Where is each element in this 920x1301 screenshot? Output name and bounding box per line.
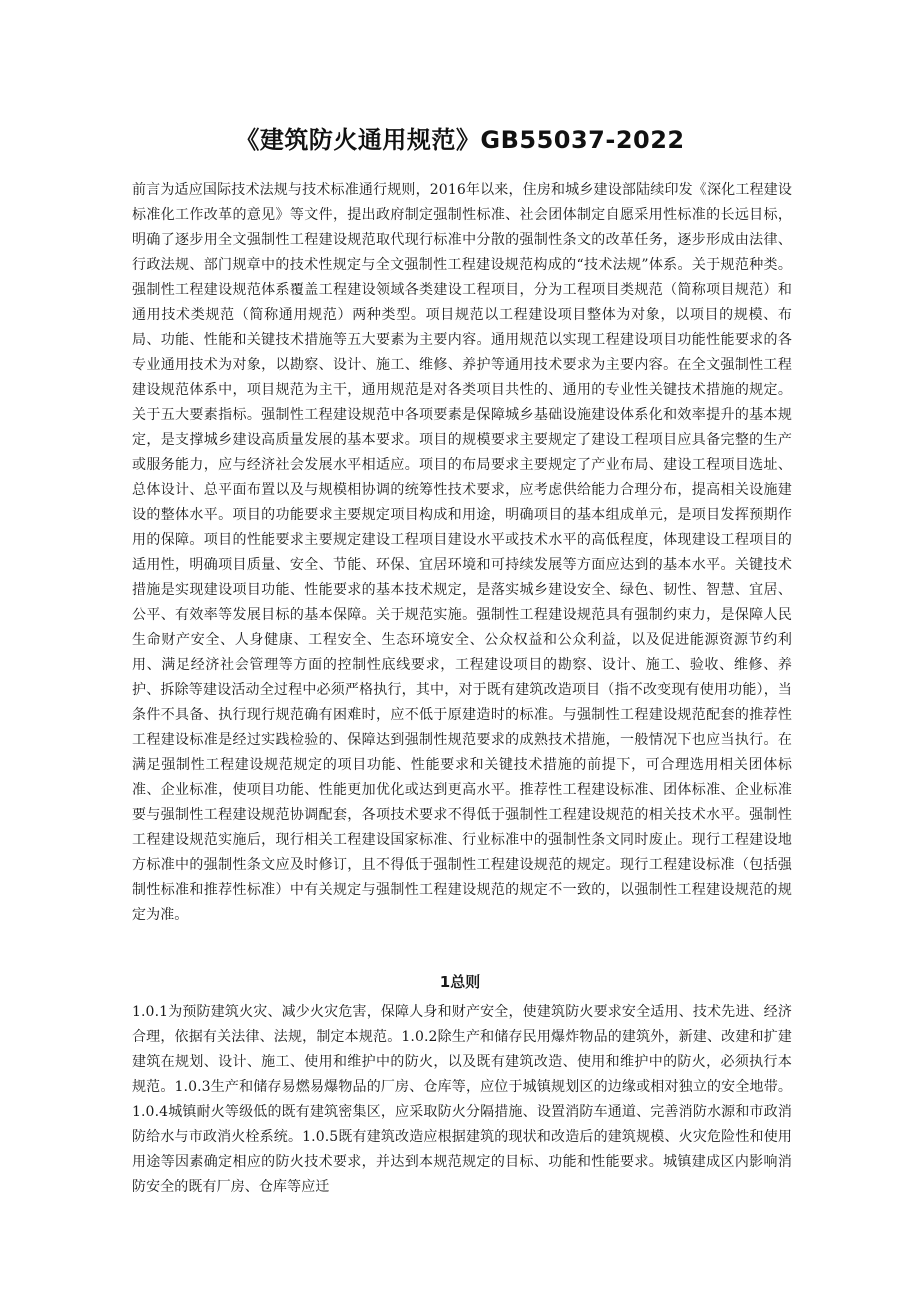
section-body-general-provisions: 1.0.1为预防建筑火灾、减少火灾危害，保障人身和财产安全，使建筑防火要求安全适用、技术先进、经济合理，依据有关法律、法规，制定本规范。1.0.2除生产和储存民用爆炸物品的建筑外，新建、改建和扩建建筑在规划、设计、施工、使用和维护中的防火，以及既有建筑改造、使用和维护中的防火，必须执行本规范。1.0.3生产和储存易燃易爆物品的厂房、仓库等，应位于城镇规划区的边缘或相对独立的安全地带。1.0.4城镇耐火等级低的既有建筑密集区，应采取防火分隔措施、设置消防车通道、完善消防水源和市政消防给水与市政消火栓系统。1.0.5既有建筑改造应根据建筑的现状和改造后的建筑规模、火灾危险性和使用用途等因素确定相应的防火技术要求，并达到本规范规定的目标、功能和性能要求。城镇建成区内影响消防安全的既有厂房、仓库等应迁 bbox=[132, 1004, 792, 1195]
document-title: 《建筑防火通用规范》GB55037-2022 bbox=[235, 126, 685, 154]
preface-paragraph: 前言为适应国际技术法规与技术标准通行规则，2016年以来，住房和城乡建设部陆续印发《深化工程建设标准化工作改革的意见》等文件，提出政府制定强制性标准、社会团体制定自愿采用性标准的长远目标，明确了逐步用全文强制性工程建设规范取代现行标准中分散的强制性条文的改革任务，逐步形成由法律、行政法规、部门规章中的技术性规定与全文强制性工程建设规范构成的“技术法规”体系。关于规范种类。强制性工程建设规范体系覆盖工程建设领域各类建设工程项目，分为工程项目类规范（简称项目规范）和通用技术类规范（简称通用规范）两种类型。项目规范以工程建设项目整体为对象，以项目的规模、布局、功能、性能和关键技术措施等五大要素为主要内容。通用规范以实现工程建设项目功能性能要求的各专业通用技术为对象，以勘察、设计、施工、维修、养护等通用技术要求为主要内容。在全文强制性工程建设规范体系中，项目规范为主干，通用规范是对各类项目共性的、通用的专业性关键技术措施的规定。关于五大要素指标。强制性工程建设规范中各项要素是保障城乡基础设施建设体系化和效率提升的基本规定，是支撑城乡建设高质量发展的基本要求。项目的规模要求主要规定了建设工程项目应具备完整的生产或服务能力，应与经济社会发展水平相适应。项目的布局要求主要规定了产业布局、建设工程项目选址、总体设计、总平面布置以及与规模相协调的统筹性技术要求，应考虑供给能力合理分布，提高相关设施建设的整体水平。项目的功能要求主要规定项目构成和用途，明确项目的基本组成单元，是项目发挥预期作用的保障。项目的性能要求主要规定建设工程项目建设水平或技术水平的高低程度，体现建设工程项目的适用性，明确项目质量、安全、节能、环保、宜居环境和可持续发展等方面应达到的基本水平。关键技术措施是实现建设项目功能、性能要求的基本技术规定，是落实城乡建设安全、绿色、韧性、智慧、宜居、公平、有效率等发展目标的基本保障。关于规范实施。强制性工程建设规范具有强制约束力，是保障人民生命财产安全、人身健康、工程安全、生态环境安全、公众权益和公众利益，以及促进能源资源节约利用、满足经济社会管理等方面的控制性底线要求，工程建设项目的勘察、设计、施工、验收、维修、养护、拆除等建设活动全过程中必须严格执行，其中，对于既有建筑改造项目（指不改变现有使用功能），当条件不具备、执行现行规范确有困难时，应不低于原建造时的标准。与强制性工程建设规范配套的推荐性工程建设标准是经过实践检验的、保障达到强制性规范要求的成熟技术措施，一般情况下也应当执行。在满足强制性工程建设规范规定的项目功能、性能要求和关键技术措施的前提下，可合理选用相关团体标准、企业标准，使项目功能、性能更加优化或达到更高水平。推荐性工程建设标准、团体标准、企业标准要与强制性工程建设规范协调配套，各项技术要求不得低于强制性工程建设规范的相关技术水平。强制性工程建设规范实施后，现行相关工程建设国家标准、行业标准中的强制性条文同时废止。现行工程建设地方标准中的强制性条文应及时修订，且不得低于强制性工程建设规范的规定。现行工程建设标准（包括强制性标准和推荐性标准）中有关规定与强制性工程建设规范的规定不一致的，以强制性工程建设规范的规定为准。 bbox=[132, 182, 792, 923]
section-heading-general-provisions: 1总则 bbox=[439, 973, 481, 991]
